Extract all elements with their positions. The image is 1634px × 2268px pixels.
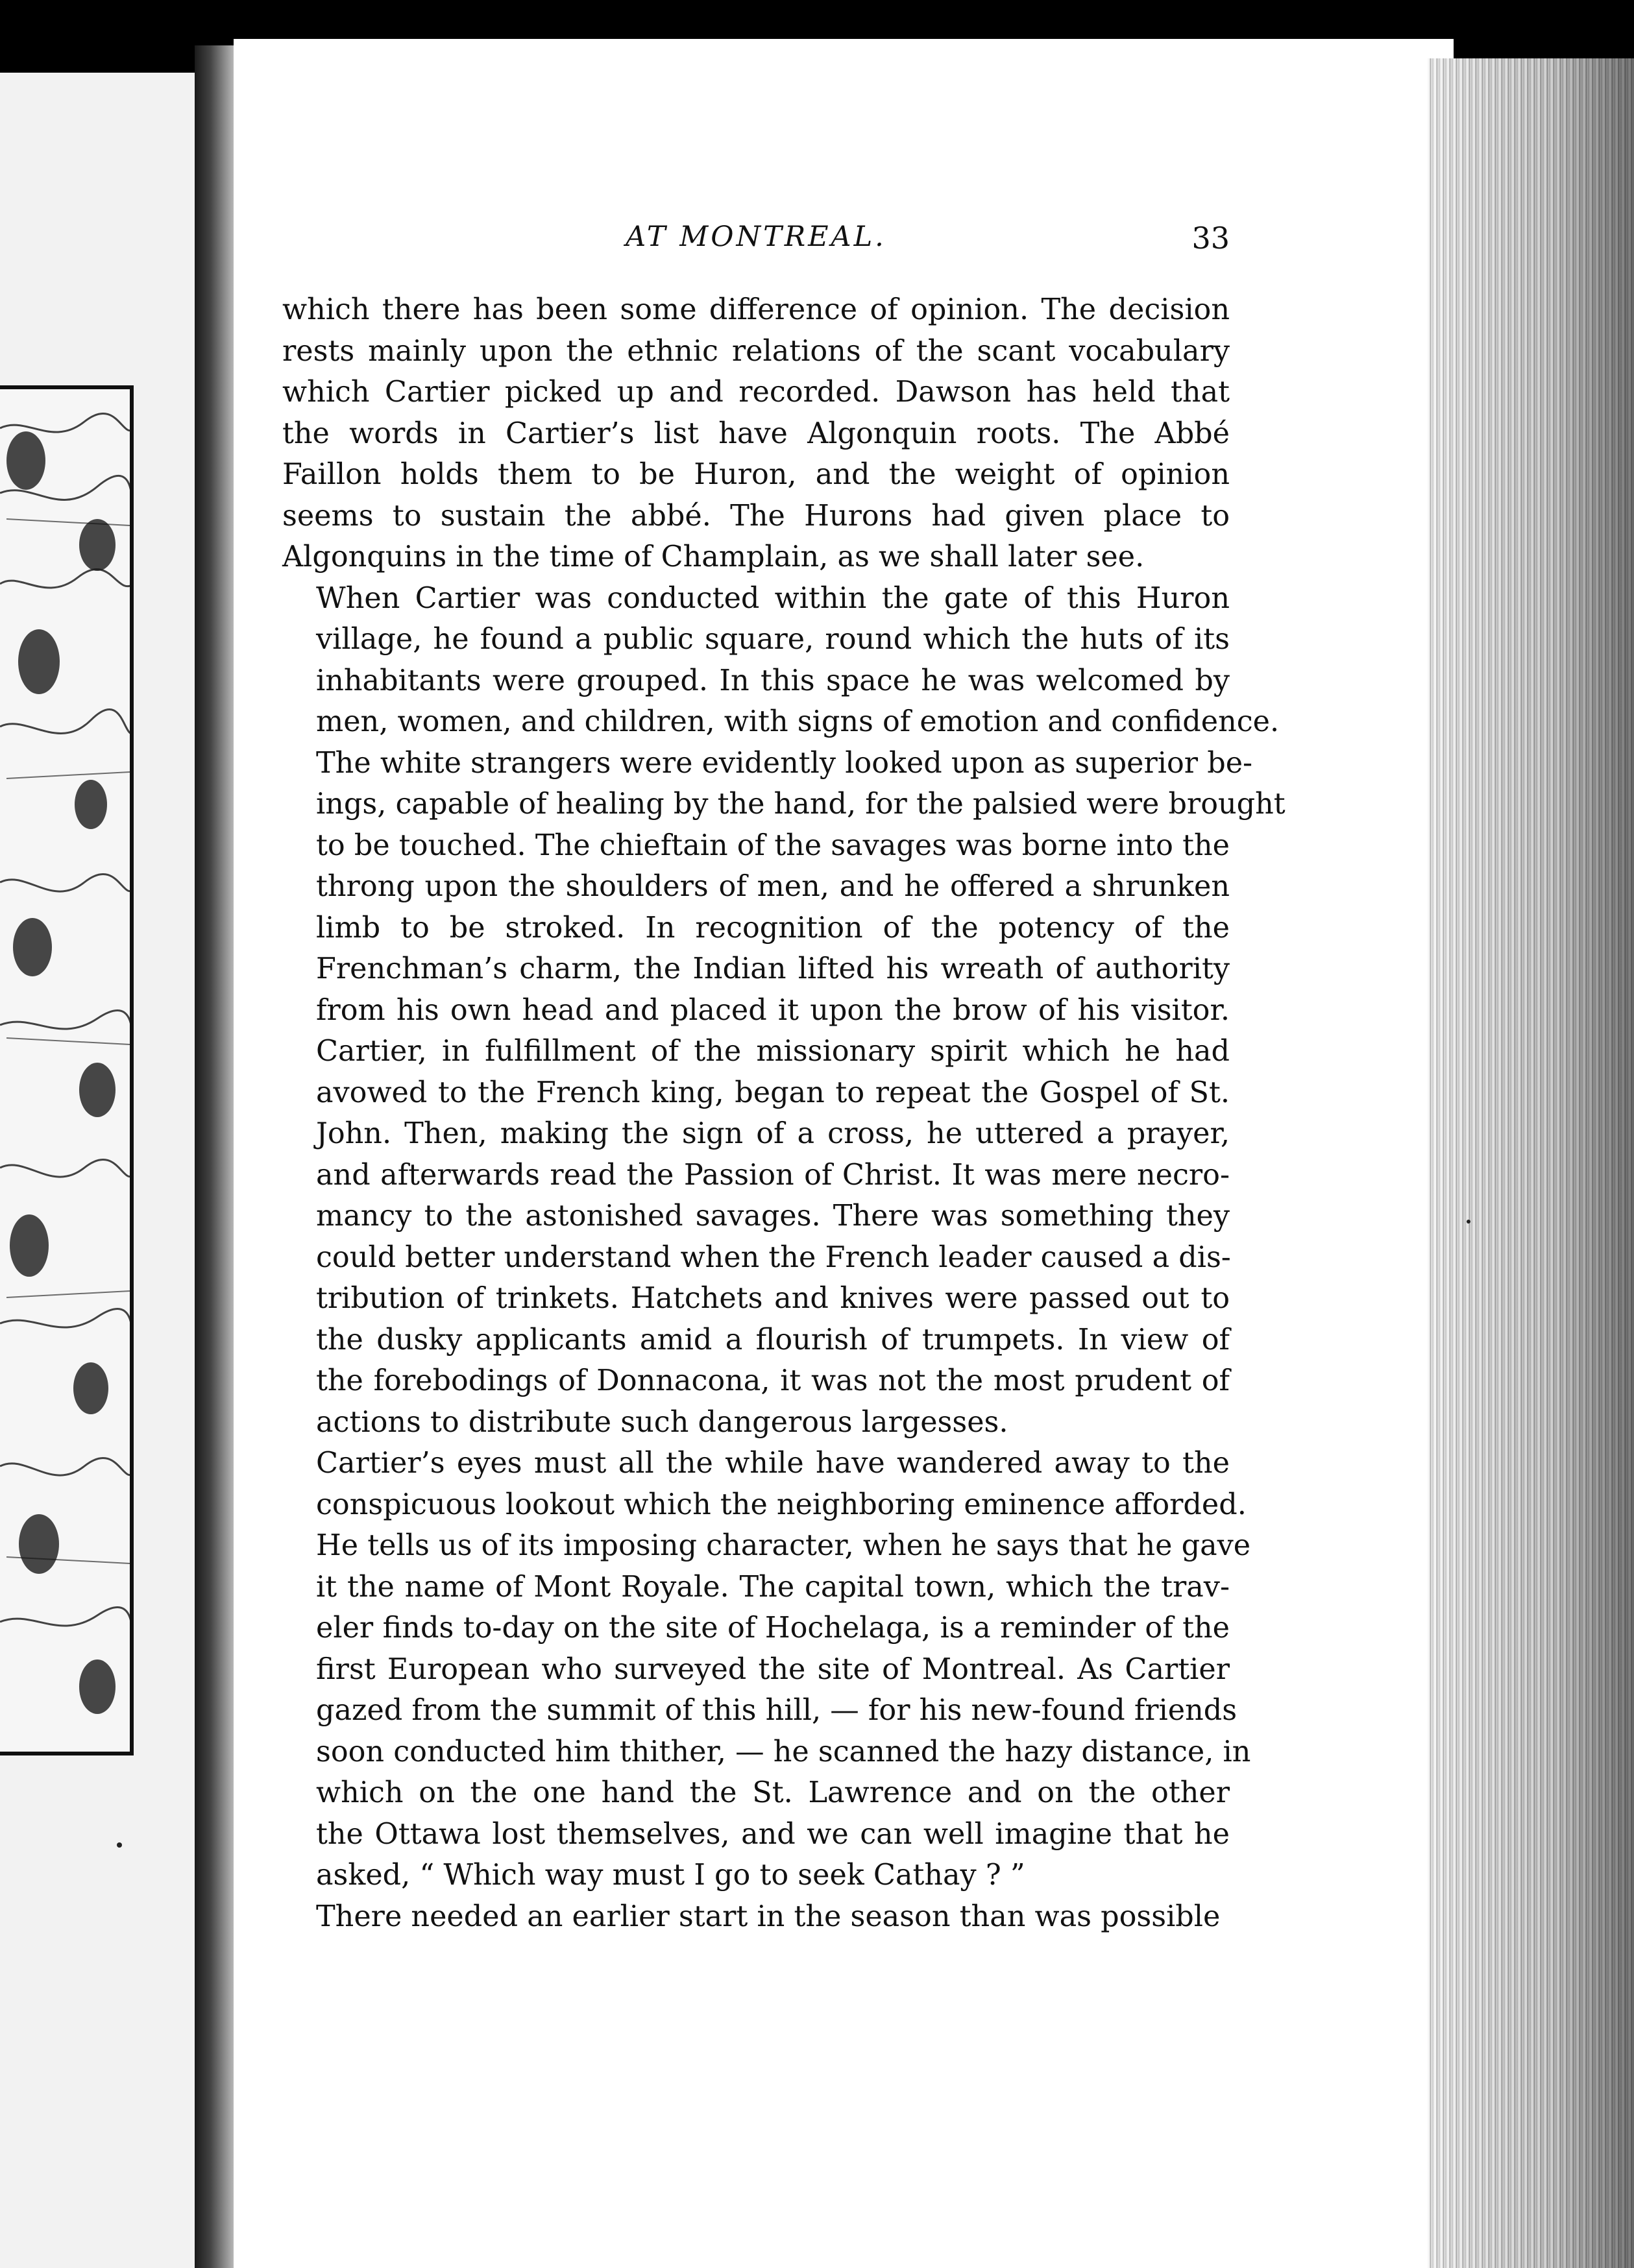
text-line: village, he found a public square, round which the huts of its <box>316 623 1230 656</box>
scan-speck <box>1467 1220 1470 1224</box>
paragraph <box>282 289 1230 578</box>
text-line: the dusky applicants amid a flourish of trumpets. In view of <box>316 1323 1230 1357</box>
text-line: actions to distribute such dangerous largesses. <box>316 1405 1008 1439</box>
text-line: which on the one hand the St. Lawrence and on the other <box>316 1776 1230 1809</box>
paragraph <box>282 1896 1230 1938</box>
engraving-artwork <box>0 389 134 1755</box>
text-line: first European who surveyed the site of Montreal. As Cartier <box>316 1652 1230 1686</box>
text-line: asked, “ Which way must I go to seek Cathay ? ” <box>316 1859 1025 1892</box>
scan-speck <box>117 1842 122 1848</box>
text-line: Cartier’s eyes must all the while have wandered away to the <box>316 1447 1230 1480</box>
text-line: throng upon the shoulders of men, and he offered a shrunken <box>316 870 1230 903</box>
text-line: men, women, and children, with signs of emotion and confidence. <box>316 705 1280 738</box>
text-line: The white strangers were evidently looked upon as superior be- <box>316 746 1253 780</box>
text-line: limb to be stroked. In recognition of the potency of the <box>316 911 1230 945</box>
text-line: the Ottawa lost themselves, and we can well imagine that he <box>316 1817 1230 1851</box>
text-line: could better understand when the French leader caused a dis- <box>316 1240 1231 1274</box>
text-line: the forebodings of Donnacona, it was not the most prudent of <box>316 1364 1230 1397</box>
text-line: gazed from the summit of this hill, — for his new-found friends <box>316 1694 1238 1727</box>
text-line: rests mainly upon the ethnic relations of the scant vocabulary <box>282 334 1230 368</box>
text-line: it the name of Mont Royale. The capital town, which the trav- <box>316 1570 1230 1604</box>
text-line: conspicuous lookout which the neighboring eminence afforded. <box>316 1488 1247 1521</box>
page-header <box>282 221 1230 272</box>
running-head: AT MONTREAL. <box>626 221 886 253</box>
text-line: seems to sustain the abbé. The Hurons had given place to <box>282 499 1230 533</box>
text-line: He tells us of its imposing character, when he says that he gave <box>316 1529 1251 1562</box>
text-line: the words in Cartier’s list have Algonquin roots. The Abbé <box>282 416 1230 450</box>
paragraph <box>282 1443 1251 1896</box>
text-line: to be touched. The chieftain of the savages was borne into the <box>316 828 1230 862</box>
text-line: inhabitants were grouped. In this space he was welcomed by <box>316 664 1230 697</box>
text-line: which there has been some difference of opinion. The decision <box>282 293 1230 326</box>
text-line: and afterwards read the Passion of Christ. It was mere necro- <box>316 1158 1230 1192</box>
text-line: There needed an earlier start in the season than was possible <box>316 1900 1221 1933</box>
text-line: eler finds to-day on the site of Hochelaga, is a reminder of the <box>316 1611 1230 1645</box>
text-line: Faillon holds them to be Huron, and the weight of opinion <box>282 458 1230 491</box>
text-line: John. Then, making the sign of a cross, he uttered a prayer, <box>316 1117 1230 1150</box>
text-line: tribution of trinkets. Hatchets and knives were passed out to <box>316 1282 1230 1315</box>
text-line: Cartier, in fulfillment of the missionary spirit which he had <box>316 1035 1230 1068</box>
text-line: soon conducted him thither, — he scanned the hazy distance, in <box>316 1735 1251 1768</box>
text-line: Algonquins in the time of Champlain, as we shall later see. <box>282 540 1145 573</box>
body-text <box>282 289 1286 1937</box>
page-number: 33 <box>1191 221 1230 256</box>
page-fore-edge-shadow <box>1428 58 1634 2268</box>
text-line: mancy to the astonished savages. There was something they <box>316 1200 1230 1233</box>
text-line: ings, capable of healing by the hand, for the palsied were brought <box>316 788 1286 821</box>
engraving-illustration <box>0 385 134 1755</box>
text-line: Frenchman’s charm, the Indian lifted his wreath of authority <box>316 952 1230 985</box>
text-line: When Cartier was conducted within the gate of this Huron <box>316 581 1230 615</box>
text-line: from his own head and placed it upon the brow of his visitor. <box>316 993 1230 1027</box>
text-line: which Cartier picked up and recorded. Dawson has held that <box>282 376 1230 409</box>
text-line: avowed to the French king, began to repeat the Gospel of St. <box>316 1076 1230 1109</box>
paragraph <box>282 578 1286 1443</box>
